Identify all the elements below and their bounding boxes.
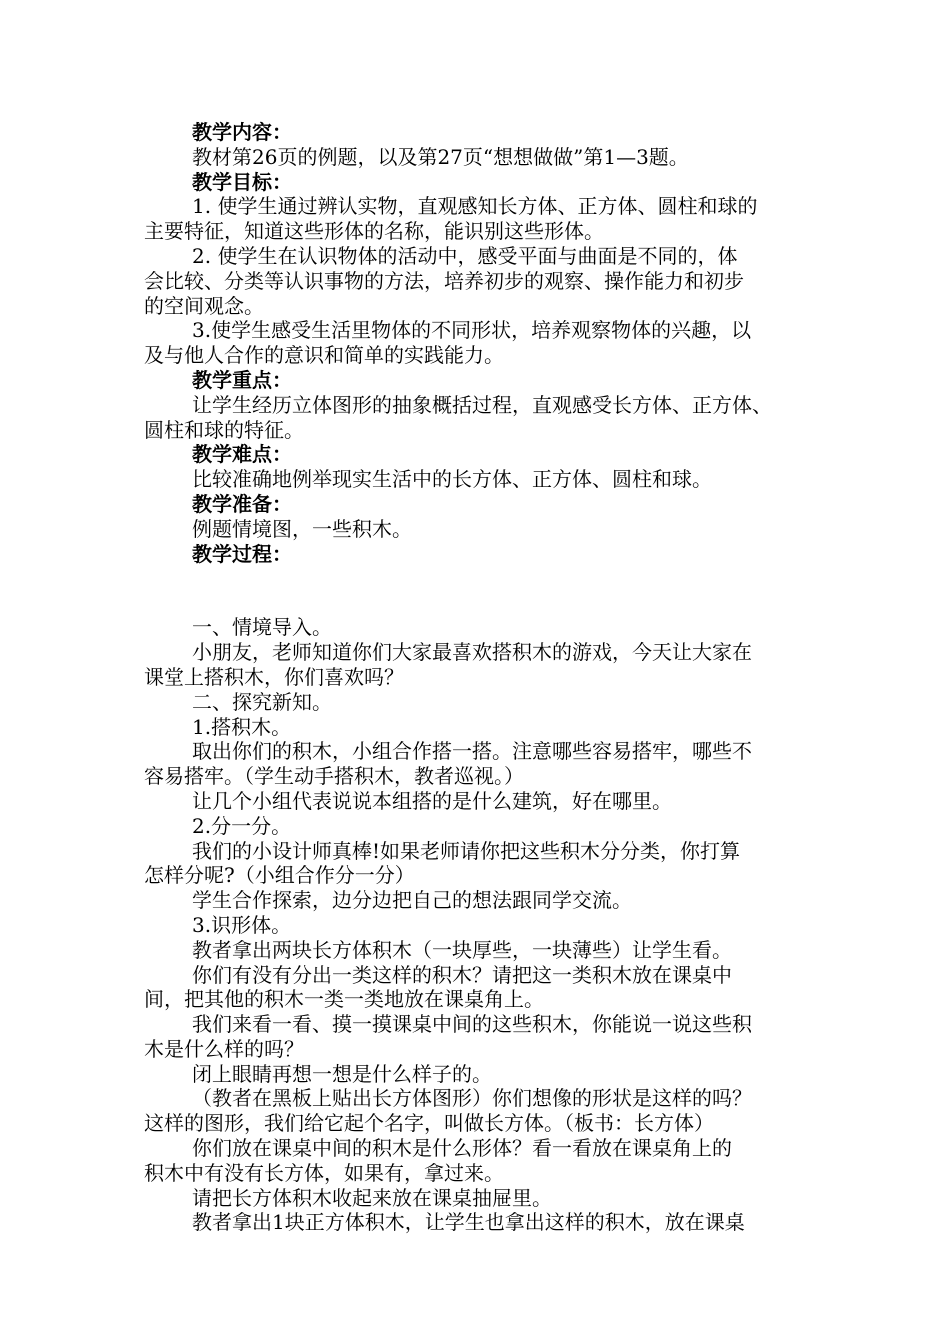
subsection-title: 3.识形体。 [192,912,292,937]
paragraph-line: 的空间观念。 [144,293,264,318]
paragraph-line: 例题情境图，一些积木。 [192,516,412,541]
paragraph-line: 我们来看一看、摸一摸课桌中间的这些积木，你能说一说这些积 [192,1012,752,1037]
blank-spacer [144,566,816,615]
paragraph-line: 让几个小组代表说说本组搭的是什么建筑，好在哪里。 [192,788,672,813]
paragraph-line: 让学生经历立体图形的抽象概括过程，直观感受长方体、正方体、 [192,392,772,417]
heading-preparation: 教学准备： [192,491,292,516]
paragraph-line: 怎样分呢?（小组合作分一分） [144,863,415,888]
paragraph-line: 教者拿出两块长方体积木（一块厚些，一块薄些）让学生看。 [192,937,732,962]
subsection-title: 1.搭积木。 [192,714,292,739]
paragraph-line: 3.使学生感受生活里物体的不同形状，培养观察物体的兴趣，以 [192,318,752,343]
paragraph-line: 取出你们的积木，小组合作搭一搭。注意哪些容易搭牢，哪些不 [192,739,752,764]
paragraph-line: 间，把其他的积木一类一类地放在课桌角上。 [144,987,544,1012]
paragraph-line: （教者在黑板上贴出长方体图形）你们想像的形状是这样的吗？ [192,1086,752,1111]
paragraph-line: 圆柱和球的特征。 [144,417,304,442]
paragraph-line: 教材第26页的例题，以及第27页“想想做做”第1—3题。 [192,144,689,169]
subsection-title: 2.分一分。 [192,813,292,838]
heading-difficulties: 教学难点： [192,442,292,467]
paragraph-line: 小朋友，老师知道你们大家最喜欢搭积木的游戏，今天让大家在 [192,640,752,665]
document-body [144,120,816,1235]
paragraph-line: 教者拿出1块正方体积木，让学生也拿出这样的积木，放在课桌 [192,1210,745,1235]
section-title: 二、探究新知。 [192,689,332,714]
paragraph-line: 我们的小设计师真棒!如果老师请你把这些积木分分类，你打算 [192,838,741,863]
paragraph-line: 请把长方体积木收起来放在课桌抽屉里。 [192,1185,552,1210]
paragraph-line: 及与他人合作的意识和简单的实践能力。 [144,343,504,368]
paragraph-line: 课堂上搭积木，你们喜欢吗？ [144,664,404,689]
paragraph-line: 闭上眼睛再想一想是什么样子的。 [192,1061,492,1086]
paragraph-line: 1. 使学生通过辨认实物，直观感知长方体、正方体、圆柱和球的 [192,194,758,219]
section-title: 一、情境导入。 [192,615,332,640]
heading-key-points: 教学重点： [192,367,292,392]
paragraph-line: 主要特征，知道这些形体的名称，能识别这些形体。 [144,219,604,244]
paragraph-line: 木是什么样的吗？ [144,1036,304,1061]
paragraph-line: 会比较、分类等认识事物的方法，培养初步的观察、操作能力和初步 [144,268,744,293]
heading-teaching-process: 教学过程： [192,541,292,566]
paragraph-line: 积木中有没有长方体，如果有，拿过来。 [144,1160,504,1185]
paragraph-line: 容易搭牢。（学生动手搭积木，教者巡视。） [144,764,524,789]
paragraph-line: 2. 使学生在认识物体的活动中，感受平面与曲面是不同的，体 [192,243,738,268]
paragraph-line: 这样的图形，我们给它起个名字，叫做长方体。（板书：长方体） [144,1111,714,1136]
paragraph-line: 你们有没有分出一类这样的积木？请把这一类积木放在课桌中 [192,962,732,987]
heading-teaching-goals: 教学目标： [192,169,292,194]
paragraph-line: 比较准确地例举现实生活中的长方体、正方体、圆柱和球。 [192,467,712,492]
paragraph-line: 学生合作探索，边分边把自己的想法跟同学交流。 [192,888,632,913]
heading-teaching-content: 教学内容： [192,120,292,144]
paragraph-line: 你们放在课桌中间的积木是什么形体？看一看放在课桌角上的 [192,1136,732,1161]
